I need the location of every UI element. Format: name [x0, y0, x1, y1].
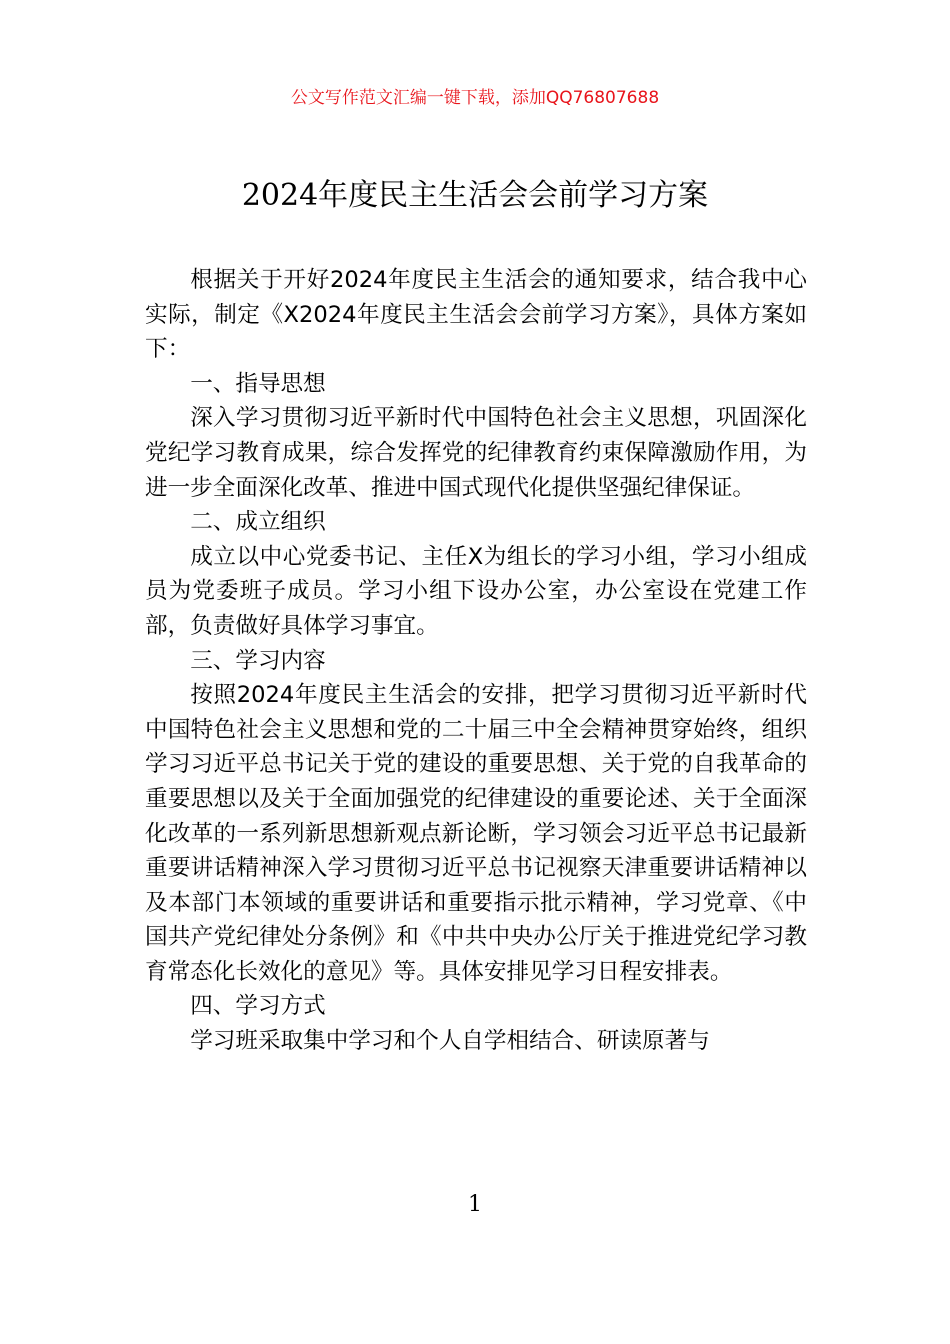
document-body — [145, 263, 807, 1059]
section-heading-study-content: 三、学习内容 — [190, 647, 326, 674]
download-banner: 公文写作范文汇编一键下载，添加QQ76807688 — [290, 88, 660, 108]
guiding-ideology-paragraph: 深入学习贯彻习近平新时代中国特色社会主义思想，巩固深化党纪学习教育成果，综合发挥党的纪律教育约束保障激励作用，为进一步全面深化改革、推进中国式现代化提供坚强纪律保证。 — [145, 405, 807, 501]
section-heading-guiding-ideology: 一、指导思想 — [190, 370, 326, 397]
intro-paragraph: 根据关于开好2024年度民主生活会的通知要求，结合我中心实际，制定《X2024年度民主生活会会前学习方案》，具体方案如下： — [145, 267, 807, 363]
section-heading-organization: 二、成立组织 — [190, 509, 326, 536]
study-content-paragraph: 按照2024年度民主生活会的安排，把学习贯彻习近平新时代中国特色社会主义思想和党的二十届三中全会精神贯穿始终，组织学习习近平总书记关于党的建设的重要思想、关于党的自我革命的重要思想以及关于全面加强党的纪律建设的重要论述、关于全面深化改革的一系列新思想新观点新论断，学习领会习近平总书记最新重要讲话精神深入学习贯彻习近平总书记视察天津重要讲话精神以及本部门本领域的重要讲话和重要指示批示精神，学习党章、《中国共产党纪律处分条例》和《中共中央办公厅关于推进党纪学习教育常态化长效化的意见》等。具体安排见学习日程安排表。 — [145, 682, 807, 985]
section-heading-study-method: 四、学习方式 — [190, 993, 326, 1020]
study-method-paragraph: 学习班采取集中学习和个人自学相结合、研读原著与 — [190, 1028, 710, 1055]
organization-paragraph: 成立以中心党委书记、主任X为组长的学习小组，学习小组成员为党委班子成员。学习小组下设办公室，办公室设在党建工作部，负责做好具体学习事宜。 — [145, 543, 807, 639]
page-number: 1 — [468, 1192, 482, 1217]
document-title: 2024年度民主生活会会前学习方案 — [241, 178, 709, 213]
